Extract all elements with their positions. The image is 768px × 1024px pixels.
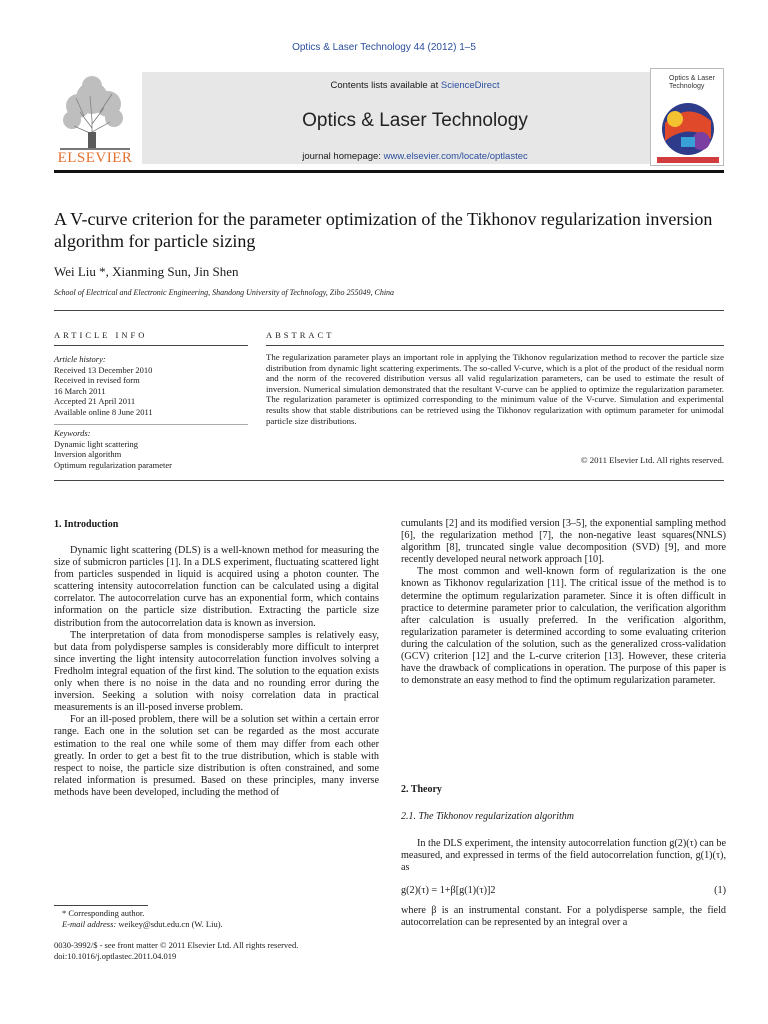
- left-column: [54, 545, 379, 799]
- keyword-item: Dynamic light scattering: [54, 438, 139, 449]
- cover-artwork: [657, 93, 719, 163]
- keywords: [54, 428, 248, 470]
- journal-header-box: [142, 72, 688, 164]
- masthead-rule: [54, 170, 724, 173]
- paragraph: The interpretation of data from monodisperse samples is relatively easy, but data from polydisperse samples is considerably more difficult to interpret since inverting the light intensity autocorrelation function involves solving a Fredholm integral equation of the first kind. The solution to the equation exists only when there is no noise in the data and no rounding error during the inversion. Seeking a solution with noisy correlation data in practical measurements is an ill-posed inverse problem.: [54, 629, 379, 714]
- article-title: A V-curve criterion for the parameter optimization of the Tikhonov regularization inversion algorithm for particle sizing: [54, 209, 713, 251]
- keyword-item: Inversion algorithm: [54, 449, 122, 460]
- keyword-item: Optimum regularization parameter: [54, 459, 173, 470]
- theory-paragraph-block: [401, 838, 726, 874]
- theory-continuation: [401, 905, 726, 929]
- journal-name: Optics & Laser Technology: [302, 110, 528, 131]
- equation-number: (1): [714, 885, 726, 896]
- email-line: [54, 919, 379, 930]
- homepage-line: [142, 151, 688, 162]
- cover-title-line-1: Optics & Laser: [669, 75, 715, 82]
- abstract-text: The regularization parameter plays an important role in applying the Tikhonov regularization method to recover the particle size distribution from dynamic light scattering experiments. The so-called V-curve, which is a plot of the product of the residual norm and the norm of the recovered distribution versus all valid regularization parameters, can be used to estimate the result of inversion. Numerical simulation demonstrated that the resultant V-curve can be applied to optimize the regularization parameter. The regularization parameter is optimized corresponding to the minimum value of the V-curve. Simulation and experimental results show that stable distributions can be retrieved using the Tikhonov regularization with optimum parameter for unimodal particle size distributions.: [266, 352, 724, 426]
- keywords-rule: [54, 424, 248, 425]
- article-info-heading: ARTICLE INFO: [54, 330, 148, 340]
- title-rule: [54, 310, 724, 311]
- homepage-link[interactable]: www.elsevier.com/locate/optlastec: [383, 151, 528, 162]
- paragraph: In the DLS experiment, the intensity autocorrelation function g(2)(τ) can be measured, and expressed in terms of the field autocorrelation function, g(1)(τ), as: [401, 838, 726, 874]
- journal-cover-thumbnail: [650, 68, 724, 166]
- history-item: 16 March 2011: [54, 385, 106, 396]
- journal-masthead: [54, 68, 724, 168]
- right-column: [401, 518, 726, 687]
- email-address[interactable]: weikey@sdut.edu.cn (W. Liu).: [116, 919, 223, 929]
- section-heading-theory: 2. Theory: [401, 784, 442, 795]
- article-info-rule: [54, 345, 248, 346]
- homepage-prefix: journal homepage:: [302, 151, 384, 162]
- email-label: E-mail address:: [62, 919, 117, 929]
- issn-line: 0030-3992/$ - see front matter © 2011 Elsevier Ltd. All rights reserved.: [54, 940, 299, 950]
- corresponding-author-footnote: [54, 908, 379, 930]
- corresponding-author: * Corresponding author.: [62, 908, 145, 918]
- footnote-rule: [54, 905, 148, 906]
- history-item: Accepted 21 April 2011: [54, 396, 136, 407]
- paragraph: For an ill-posed problem, there will be a solution set within a certain error range. Each one in the solution set can be regarded as the most accurate estimation to the real one while some of them may differ from each other greatly. In order to get a best fit to the true distribution, which is stable with respect to noise, the particle size distribution is often constrained, and some related information is presumed. Based on these principles, many inverse methods have been developed, including the method of: [54, 714, 379, 798]
- copyright-notice: © 2011 Elsevier Ltd. All rights reserved.: [580, 455, 724, 465]
- article-history: [54, 354, 248, 418]
- journal-reference[interactable]: Optics & Laser Technology 44 (2012) 1–5: [292, 42, 476, 53]
- cover-title-line-2: Technology: [669, 83, 705, 90]
- cover-title: [669, 75, 715, 91]
- paragraph: where β is an instrumental constant. For a polydisperse sample, the field autocorrelation can be represented by an integral over a: [401, 905, 726, 929]
- keywords-label: Keywords:: [54, 428, 91, 438]
- elsevier-tree-logo: [54, 68, 136, 166]
- history-item: Available online 8 June 2011: [54, 406, 153, 417]
- author-list: Wei Liu *, Xianming Sun, Jin Shen: [54, 264, 239, 279]
- contents-prefix: Contents lists available at: [330, 80, 441, 91]
- section-heading-introduction: 1. Introduction: [54, 519, 119, 530]
- publisher-wordmark: ELSEVIER: [57, 150, 133, 166]
- body-rule: [54, 480, 724, 481]
- contents-line: [142, 80, 688, 91]
- paragraph: cumulants [2] and its modified version [3–5], the exponential sampling method [6], the regularization method [7], the non-negative least squares(NNLS) algorithm [8], truncated single value decomposition (SVD) [9], and more recently developed neural network approach [10].: [401, 518, 726, 566]
- paragraph: Dynamic light scattering (DLS) is a well-known method for measuring the size of submicron particles [1]. In a DLS experiment, fluctuating scattered light from particles suspended in liquid is acquired using a photon counter. The scattering intensity autocorrelation function can be calculated using a digital correlator. The autocorrelation curve has an exponential form, which contains information on the particle size distribution. Extracting the particle size distribution from the autocorrelation data is known as inversion.: [54, 545, 379, 629]
- front-matter: [54, 940, 298, 962]
- equation-body: g(2)(τ) = 1+β[g(1)(τ)]2: [401, 885, 496, 896]
- history-item: Received in revised form: [54, 375, 140, 386]
- subsection-heading: 2.1. The Tikhonov regularization algorithm: [401, 811, 574, 822]
- abstract-heading: ABSTRACT: [266, 330, 335, 340]
- history-label: Article history:: [54, 354, 106, 364]
- equation-1: [401, 885, 726, 896]
- history-item: Received 13 December 2010: [54, 364, 153, 375]
- author-affiliation: School of Electrical and Electronic Engineering, Shandong University of Technology, Zibo 255049, China: [54, 288, 395, 297]
- doi-line[interactable]: doi:10.1016/j.optlastec.2011.04.019: [54, 951, 177, 961]
- abstract-rule: [266, 345, 724, 346]
- paragraph: The most common and well-known form of regularization is the one known as Tikhonov regularization [11]. The critical issue of the method is to determine the optimum regularization parameter. Since it is often difficult in practice to determine parameter prior to calculation, the verification algorithm after calculation is usually preferred. In the verification algorithm, regularization parameter is determined according to some evaluating criterion during the calculation of the solution, such as the generalized cross-validation (GCV) criterion [12] and the L-curve criterion [13]. However, these criteria have the drawback of complications in operation. The purpose of this paper is to demonstrate an easy method to find the optimum regularization parameter.: [401, 566, 726, 687]
- sciencedirect-link[interactable]: ScienceDirect: [440, 80, 500, 91]
